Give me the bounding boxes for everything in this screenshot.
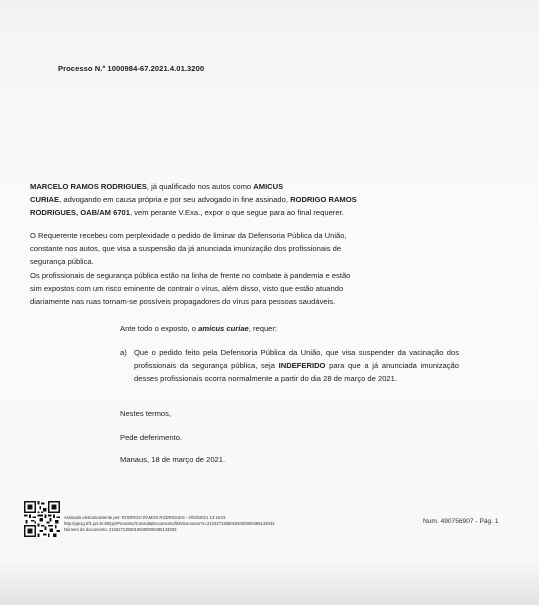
document-number: Número do documento: 21032713550109400000485133033 xyxy=(64,527,177,532)
amicus-italic: amicus curiae xyxy=(198,324,249,333)
intro-paragraph: MARCELO RAMOS RODRIGUES, já qualificado nos autos como AMICUS CURIAE, advogando em causa própria e por seu advogado in fine assinado, RODRIGO RAMOS RODRIGUES, OAB/AM 6701, vem perante V.Exa., expor o que segue para ao final requerer. xyxy=(30,182,357,218)
page-top-shadow xyxy=(0,0,539,36)
signed-by: Assinado eletronicamente por: RODRIGO RAMOS RODRIGUES - 2//03/2021 13:16:01 xyxy=(64,515,226,520)
lawyer-name: RODRIGO RAMOS xyxy=(290,195,357,205)
decision-word: INDEFERIDO xyxy=(278,361,326,371)
page-number: Num. 490756907 - Pág. 1 xyxy=(423,518,499,525)
client-name: MARCELO RAMOS RODRIGUES xyxy=(30,182,147,191)
qr-code-icon xyxy=(24,501,60,537)
item-label: a) xyxy=(120,348,127,357)
page-bottom-shadow xyxy=(0,560,539,605)
process-number: Processo N.º 1000984-67.2021.4.01.3200 xyxy=(58,64,205,73)
closing-pede: Pede deferimento. xyxy=(120,433,183,442)
verification-url[interactable]: http://pje1g.trf1.jus.br:80/pje/Processo/ConsultaDocumento/listView.seam?x=21032713550109400000485133033 xyxy=(64,521,275,526)
closing-nestes: Nestes termos, xyxy=(120,409,172,418)
body-paragraph: O Requerente recebeu com perplexidade o pedido de liminar da Defensoria Pública da União, constante nos autos, que visa a suspensão da já anunciada imunização dos profissionais de segurança pública. Os profissionais de segurança pública estão na linha de frente no combate à pandemia e estão sim expostos com um risco eminente de contrair o vírus, além disso, visto que estão atuando diariamente nas ruas tornam-se possíveis propagadores do vírus para pessoas saudáveis. xyxy=(30,231,351,307)
request-intro: Ante todo o exposto, o amicus curiae, requer: xyxy=(120,324,278,333)
item-text: Que o pedido feito pela Defensoria Pública da União, que visa suspender da vacinação dos profissionais da segurança pública, seja INDEFERIDO para que a já anunciada imunização desses profissionais ocorra normalmente a partir do dia 28 de março de 2021. xyxy=(134,348,459,384)
lawyer-oab: RODRIGUES, OAB/AM 6701 xyxy=(30,208,131,218)
amicus-term: AMICUS xyxy=(253,182,284,191)
place-date: Manaus, 18 de março de 2021. xyxy=(120,455,226,464)
signature-block xyxy=(64,515,275,533)
